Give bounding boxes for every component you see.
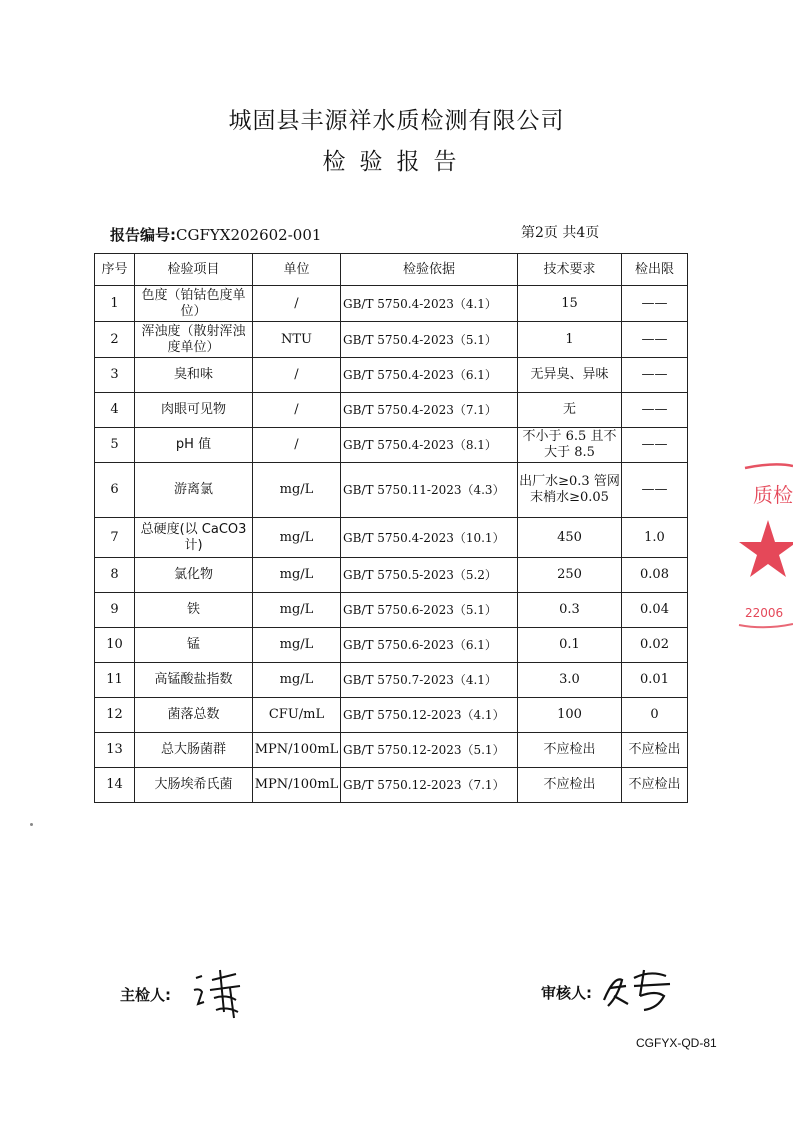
cell-basis: GB/T 5750.4-2023（5.1） <box>341 322 518 358</box>
cell-requirement: 无异臭、异味 <box>518 358 622 393</box>
cell-requirement: 250 <box>518 558 622 593</box>
cell-requirement: 1 <box>518 322 622 358</box>
margin-dot <box>30 823 33 826</box>
cell-detection-limit: 不应检出 <box>622 768 688 803</box>
cell-basis: GB/T 5750.6-2023（5.1） <box>341 593 518 628</box>
cell-no: 9 <box>95 593 135 628</box>
cell-unit: mg/L <box>253 628 341 663</box>
cell-no: 6 <box>95 463 135 518</box>
cell-no: 5 <box>95 428 135 463</box>
cell-detection-limit: —— <box>622 428 688 463</box>
cell-basis: GB/T 5750.5-2023（5.2） <box>341 558 518 593</box>
col-header-requirement: 技术要求 <box>518 254 622 286</box>
cell-basis: GB/T 5750.4-2023（6.1） <box>341 358 518 393</box>
table-row <box>95 322 688 358</box>
cell-item: 大肠埃希氏菌 <box>135 768 253 803</box>
cell-requirement: 3.0 <box>518 663 622 698</box>
cell-item: 总硬度(以 CaCO3计) <box>135 518 253 558</box>
cell-item: 菌落总数 <box>135 698 253 733</box>
cell-detection-limit: —— <box>622 463 688 518</box>
cell-no: 11 <box>95 663 135 698</box>
cell-requirement: 出厂水≥0.3 管网末梢水≥0.05 <box>518 463 622 518</box>
cell-unit: mg/L <box>253 463 341 518</box>
cell-basis: GB/T 5750.12-2023（7.1） <box>341 768 518 803</box>
page-info: 第2页 共4页 <box>521 225 600 241</box>
cell-unit: mg/L <box>253 663 341 698</box>
report-title: 检验报告 <box>322 149 471 175</box>
cell-detection-limit: —— <box>622 322 688 358</box>
cell-item: 臭和味 <box>135 358 253 393</box>
cell-no: 3 <box>95 358 135 393</box>
cell-unit: CFU/mL <box>253 698 341 733</box>
cell-requirement: 不小于 6.5 且不大于 8.5 <box>518 428 622 463</box>
cell-detection-limit: —— <box>622 286 688 322</box>
cell-unit: MPN/100mL <box>253 768 341 803</box>
cell-unit: / <box>253 393 341 428</box>
cell-basis: GB/T 5750.12-2023（5.1） <box>341 733 518 768</box>
cell-no: 14 <box>95 768 135 803</box>
cell-detection-limit: —— <box>622 358 688 393</box>
report-number-value: CGFYX202602-001 <box>176 226 322 244</box>
cell-detection-limit: 0.01 <box>622 663 688 698</box>
cell-item: 肉眼可见物 <box>135 393 253 428</box>
cell-unit: mg/L <box>253 518 341 558</box>
cell-requirement: 无 <box>518 393 622 428</box>
table-row <box>95 428 688 463</box>
cell-unit: mg/L <box>253 593 341 628</box>
table-row <box>95 463 688 518</box>
cell-detection-limit: 0.04 <box>622 593 688 628</box>
cell-no: 7 <box>95 518 135 558</box>
cell-no: 2 <box>95 322 135 358</box>
cell-item: 高锰酸盐指数 <box>135 663 253 698</box>
cell-unit: / <box>253 358 341 393</box>
cell-basis: GB/T 5750.4-2023（4.1） <box>341 286 518 322</box>
cell-basis: GB/T 5750.11-2023（4.3） <box>341 463 518 518</box>
cell-unit: mg/L <box>253 558 341 593</box>
document-code: CGFYX-QD-81 <box>636 1036 717 1050</box>
cell-requirement: 0.1 <box>518 628 622 663</box>
company-name: 城固县丰源祥水质检测有限公司 <box>228 108 565 134</box>
table-row <box>95 733 688 768</box>
seal-star-icon <box>739 520 793 577</box>
cell-item: 浑浊度（散射浑浊度单位） <box>135 322 253 358</box>
table-row <box>95 663 688 698</box>
cell-no: 8 <box>95 558 135 593</box>
cell-requirement: 100 <box>518 698 622 733</box>
cell-detection-limit: 0.08 <box>622 558 688 593</box>
table-row <box>95 698 688 733</box>
cell-unit: MPN/100mL <box>253 733 341 768</box>
cell-item: 总大肠菌群 <box>135 733 253 768</box>
cell-unit: / <box>253 286 341 322</box>
inspection-table <box>94 253 688 803</box>
cell-item: 游离氯 <box>135 463 253 518</box>
table-row <box>95 768 688 803</box>
table-row <box>95 558 688 593</box>
cell-no: 13 <box>95 733 135 768</box>
col-header-no: 序号 <box>95 254 135 286</box>
cell-no: 4 <box>95 393 135 428</box>
cell-basis: GB/T 5750.4-2023（7.1） <box>341 393 518 428</box>
seal-text: 质检 <box>753 483 793 507</box>
table-row <box>95 628 688 663</box>
cell-detection-limit: 不应检出 <box>622 733 688 768</box>
cell-basis: GB/T 5750.4-2023（8.1） <box>341 428 518 463</box>
col-header-item: 检验项目 <box>135 254 253 286</box>
cell-detection-limit: 1.0 <box>622 518 688 558</box>
cell-requirement: 0.3 <box>518 593 622 628</box>
inspection-seal <box>735 460 793 630</box>
col-header-unit: 单位 <box>253 254 341 286</box>
cell-requirement: 不应检出 <box>518 733 622 768</box>
table-row <box>95 358 688 393</box>
cell-no: 12 <box>95 698 135 733</box>
cell-basis: GB/T 5750.7-2023（4.1） <box>341 663 518 698</box>
cell-item: pH 值 <box>135 428 253 463</box>
col-header-basis: 检验依据 <box>341 254 518 286</box>
cell-detection-limit: 0.02 <box>622 628 688 663</box>
cell-no: 1 <box>95 286 135 322</box>
cell-basis: GB/T 5750.6-2023（6.1） <box>341 628 518 663</box>
cell-basis: GB/T 5750.4-2023（10.1） <box>341 518 518 558</box>
table-row <box>95 286 688 322</box>
reviewer-signature <box>600 966 676 1014</box>
seal-code: 22006 <box>745 606 784 620</box>
cell-item: 锰 <box>135 628 253 663</box>
cell-item: 氯化物 <box>135 558 253 593</box>
inspector-signature <box>190 966 250 1024</box>
table-row <box>95 593 688 628</box>
reviewer-label: 审核人: <box>541 984 592 1002</box>
cell-requirement: 15 <box>518 286 622 322</box>
table-row <box>95 393 688 428</box>
cell-no: 10 <box>95 628 135 663</box>
report-number <box>110 224 321 245</box>
cell-unit: / <box>253 428 341 463</box>
cell-requirement: 不应检出 <box>518 768 622 803</box>
table-header-row <box>95 254 688 286</box>
report-number-label: 报告编号: <box>110 226 176 244</box>
cell-unit: NTU <box>253 322 341 358</box>
cell-detection-limit: 0 <box>622 698 688 733</box>
table-row <box>95 518 688 558</box>
cell-item: 铁 <box>135 593 253 628</box>
col-header-detection-limit: 检出限 <box>622 254 688 286</box>
cell-requirement: 450 <box>518 518 622 558</box>
inspector-label: 主检人: <box>120 986 171 1004</box>
cell-detection-limit: —— <box>622 393 688 428</box>
cell-basis: GB/T 5750.12-2023（4.1） <box>341 698 518 733</box>
cell-item: 色度（铂钴色度单位） <box>135 286 253 322</box>
